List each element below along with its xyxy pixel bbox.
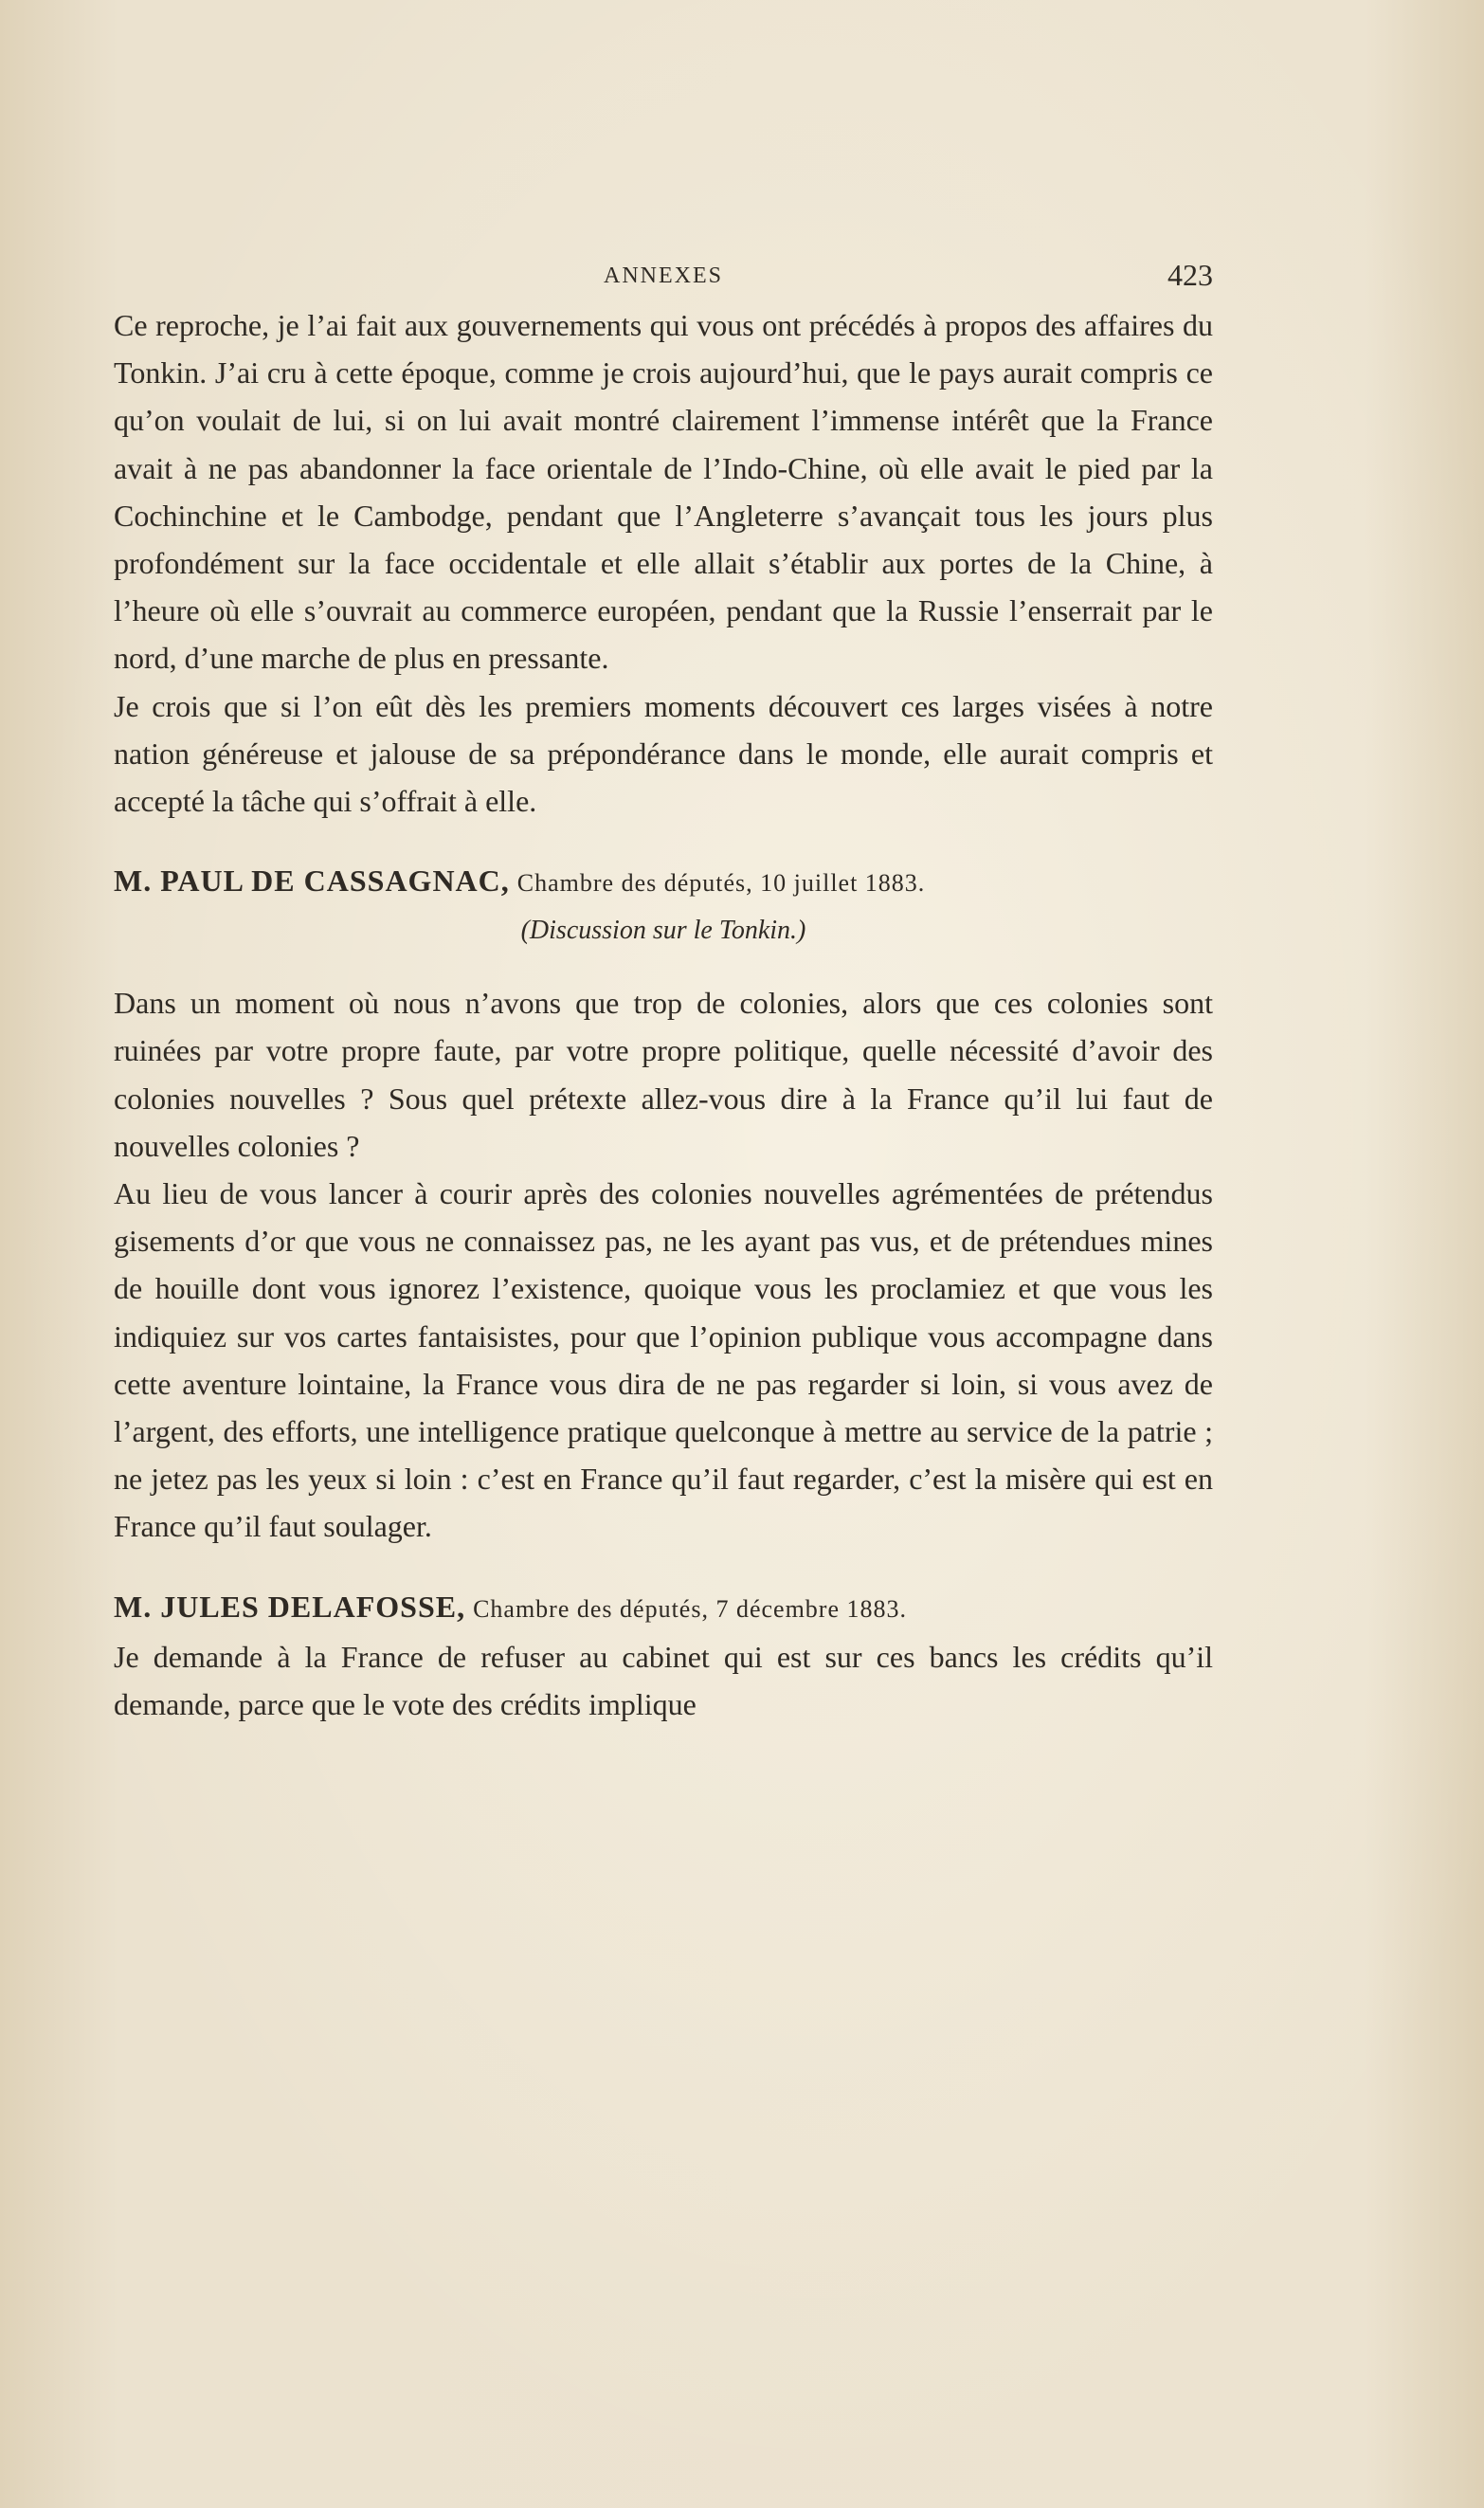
speaker-heading: [114, 857, 1213, 907]
paragraph-credits: Je demande à la France de refuser au cabinet qui est sur ces bancs les crédits qu’il demande, parce que le vote des crédits implique: [114, 1639, 1213, 1721]
speaker-venue: Chambre des députés, 10 juillet 1883.: [516, 869, 926, 898]
paragraph-visees: Je crois que si l’on eût dès les premiers moments découvert ces larges visées à notre nation généreuse et jalouse de sa prépondérance dans le monde, elle aurait compris et accepté la tâche qui s’offrait à elle.: [114, 688, 1213, 819]
paragraph-au-lieu: Au lieu de vous lancer à courir après des colonies nouvelles agrémentées de prétendus gisements d’or que vous ne connaissez pas, ne les ayant pas vus, et de prétendues mines de houille dont vous ignorez l’existence, quoique vous les proclamiez et que vous les indiquiez sur vos cartes fantaisistes, pour que l’opinion publique vous accompagne dans cette aventure lointaine, la France vous dira de ne pas regarder si loin, si vous avez de l’argent, des efforts, une intelligence pratique quelconque à mettre au service de la patrie ; ne jetez pas les yeux si loin : c’est en France qu’il faut regarder, c’est la misère qui est en France qu’il faut soulager.: [114, 1176, 1213, 1544]
running-head: [114, 258, 1213, 296]
running-title: ANNEXES: [604, 264, 723, 288]
paragraph-colonies: Dans un moment où nous n’avons que trop de colonies, alors que ces colonies sont ruinées par votre propre faute, par votre propre politique, quelle nécessité d’avoir des colonies nouvelles ? Sous quel prétexte allez-vous dire à la France qu’il lui faut de nouvelles colonies ?: [114, 986, 1213, 1163]
speaker-name: M. JULES DELAFOSSE,: [114, 1589, 466, 1624]
paragraph-reproche: Ce reproche, je l’ai fait aux gouvernements qui vous ont précédés à propos des affaires du Tonkin. J’ai cru à cette époque, comme je crois aujourd’hui, que le pays aurait compris ce qu’on voulait de lui, si on lui avait montré clairement l’immense intérêt que la France avait à ne pas abandonner la face orientale de l’Indo-Chine, où elle avait le pied par la Cochinchine et le Cambodge, pendant que l’Angleterre s’avançait tous les jours plus profondément sur la face occidentale et elle allait s’établir aux portes de la Chine, à l’heure où elle s’ouvrait au commerce européen, pendant que la Russie l’enserrait par le nord, d’une marche de plus en pressante.: [114, 308, 1213, 676]
page-number: 423: [1167, 258, 1213, 292]
section-subtitle: (Discussion sur le Tonkin.): [520, 916, 806, 946]
speaker-heading: [114, 1583, 1213, 1633]
section-delafosse: [114, 1583, 1213, 1728]
speaker-venue: Chambre des députés, 7 décembre 1883.: [473, 1594, 908, 1623]
section-cassagnac: [114, 857, 1213, 1550]
page-body: [114, 301, 1213, 1728]
speaker-name: M. PAUL DE CASSAGNAC,: [114, 863, 510, 899]
